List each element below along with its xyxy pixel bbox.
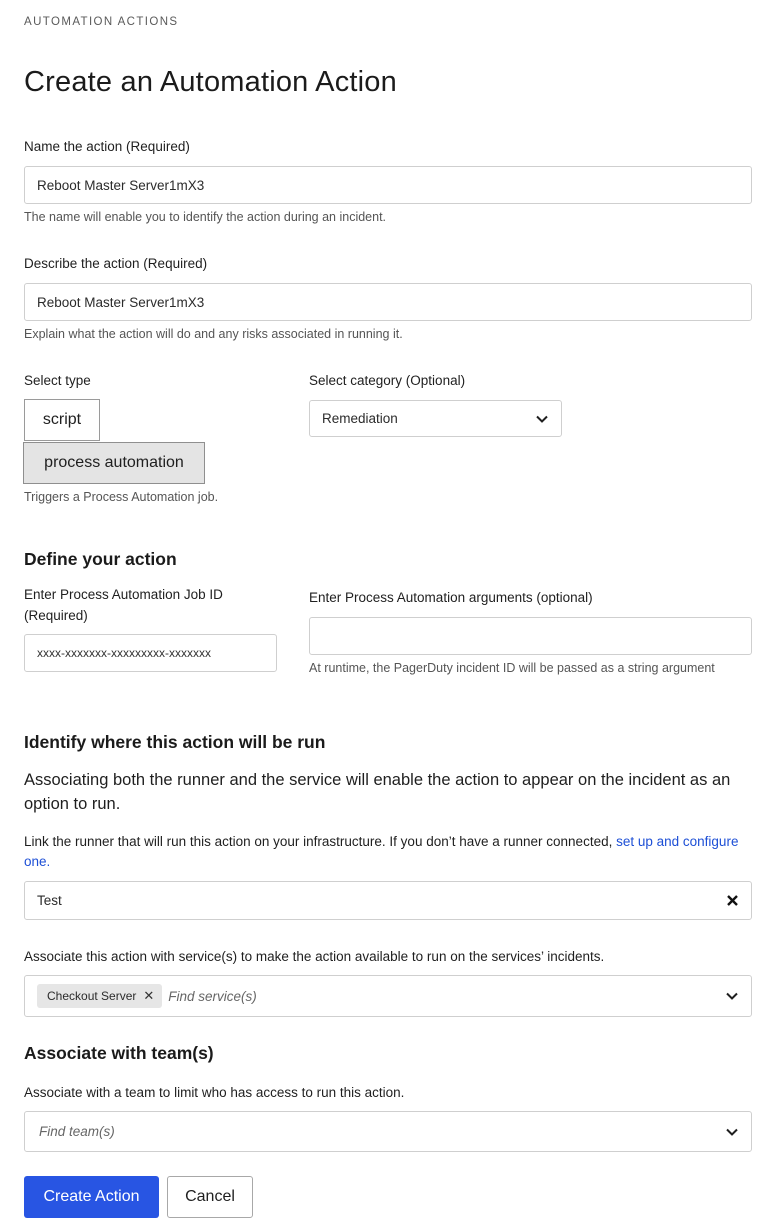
args-label: Enter Process Automation arguments (optional) [309,590,593,605]
teams-search-input[interactable]: Find team(s) [39,1124,115,1139]
remove-chip-icon[interactable]: ✕ [143,988,155,1003]
name-label: Name the action (Required) [24,139,190,154]
job-id-label: Enter Process Automation Job ID (Required) [24,587,223,623]
job-id-placeholder: xxxx-xxxxxxx-xxxxxxxxx-xxxxxxx [37,646,211,660]
args-input[interactable] [309,617,752,655]
teams-select[interactable] [24,1111,752,1152]
service-chip [37,984,162,1008]
chevron-down-icon[interactable] [725,1125,739,1139]
name-input[interactable] [24,166,752,204]
category-select-value: Remediation [322,411,398,426]
chevron-down-icon[interactable] [725,989,739,1003]
teams-heading: Associate with team(s) [24,1043,214,1063]
runner-help-text: Link the runner that will run this action on your infrastructure. If you don’t have a runner connected, [24,834,613,849]
breadcrumb: AUTOMATION ACTIONS [24,16,179,28]
type-help: Triggers a Process Automation job. [24,490,219,504]
clear-icon[interactable] [726,894,739,907]
description-help: Explain what the action will do and any risks associated in running it. [24,327,403,341]
services-label: Associate this action with service(s) to make the action available to run on the services’ incidents. [24,949,605,964]
where-description: Associating both the runner and the service will enable the action to appear on the incident as an option to run. [24,771,731,813]
chevron-down-icon [535,412,549,426]
description-input-value: Reboot Master Server1mX3 [37,294,205,310]
services-select[interactable] [24,975,752,1017]
page-title: Create an Automation Action [24,66,397,98]
runner-help [24,832,744,872]
cancel-button[interactable]: Cancel [167,1176,253,1218]
define-heading: Define your action [24,549,177,569]
service-chip-label: Checkout Server [47,989,137,1003]
description-input[interactable] [24,283,752,321]
runner-select-value: Test [37,893,62,908]
job-id-input[interactable] [24,634,277,672]
setup-runner-link[interactable]: set up and configure one. [24,834,739,869]
create-action-button[interactable]: Create Action [24,1176,159,1218]
where-heading: Identify where this action will be run [24,732,326,752]
description-label: Describe the action (Required) [24,256,208,271]
name-input-value: Reboot Master Server1mX3 [37,177,205,193]
services-search-input[interactable]: Find service(s) [168,988,257,1004]
runner-select[interactable] [24,881,752,920]
args-help: At runtime, the PagerDuty incident ID will be passed as a string argument [309,661,715,675]
type-script-button[interactable]: script [24,399,100,441]
type-process-automation-button[interactable]: process automation [23,442,205,484]
type-label: Select type [24,373,91,388]
category-select[interactable] [309,400,562,437]
category-label: Select category (Optional) [309,373,466,388]
teams-label: Associate with a team to limit who has access to run this action. [24,1085,405,1100]
name-help: The name will enable you to identify the action during an incident. [24,210,387,224]
